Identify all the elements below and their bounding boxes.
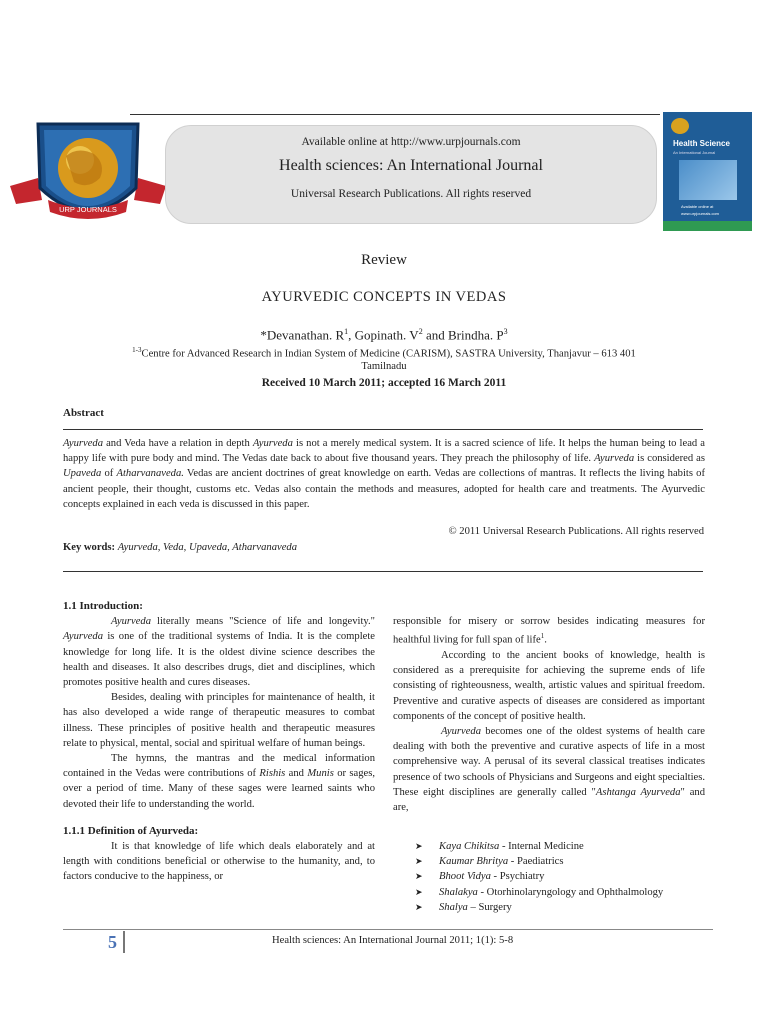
author-line: *Devanathan. $R^1$, Gopinath. $V^2$ and Brindha. $P^3$ [260,327,508,343]
list-item: ➤ Shalakya - Otorhinolaryngology and Ophthalmology [415,885,663,900]
received-date: Received 10 March 2011; accepted 16 March 2011 [261,377,507,389]
abstract-heading: Abstract [63,407,104,419]
article-title: AYURVEDIC CONCEPTS IN VEDAS [261,289,507,305]
arrow-bullet-icon: ➤ [415,841,423,851]
intro-heading: 1.1 Introduction: [63,600,143,612]
cover-subtitle: An International Journal [673,150,716,155]
intro-paragraph-1: Ayurveda literally means "Science of life and longevity." Ayurveda is one of the traditional systems of India. It is the complete knowledge for long life. It is the oldest divine science describes the health and diseases. It also describes drugs, diet and disciplines, which promotes positive health and cures diseases. [63,616,375,689]
cover-badge-icon [671,118,689,134]
journal-cover-thumbnail [663,112,752,231]
abstract-rule-top [63,429,703,430]
right-column [393,614,705,815]
footer-divider [123,931,125,953]
logo-text: URP JOURNALS [59,205,117,214]
author-1: *Devanathan. R [260,327,345,343]
list-item: ➤ Kaumar Bhritya - Paediatrics [415,854,663,869]
publisher-text: Universal Research Publications. All rights reserved [290,188,532,200]
list-item: ➤ Shalya – Surgery [415,900,663,915]
abstract-rule-bottom [63,571,703,572]
cover-image [679,160,737,200]
cover-title: Health Science [673,139,730,148]
abstract-copyright: © 2011 Universal Research Publications. All rights reserved [448,526,704,537]
list-item: ➤ Bhoot Vidya - Psychiatry [415,869,663,884]
urp-journals-logo [8,116,168,234]
right-paragraph-2: According to the ancient books of knowledge, health is considered as a prerequisite for achieving the supreme ends of life consisting of righteousness, wealth, artistic values and spiritual freedom. Preventive and curative aspects of diseases are considered as important components of the concept of positive health. [393,649,705,722]
left-column [63,599,375,885]
author-3: and Brindha. P [422,327,504,343]
author-2: , Gopinath. V [348,327,419,343]
article-type: Review [361,252,407,268]
ashtanga-list [415,839,663,915]
footer-rule [63,929,713,930]
affiliation-line-2: Tamilnadu [361,361,407,372]
arrow-bullet-icon: ➤ [415,901,423,912]
cover-available: Available online at [681,204,714,209]
definition-heading: 1.1.1 Definition of Ayurveda: [63,824,199,837]
keywords: Key words: Ayurveda, Veda, Upaveda, Atharvanaveda [63,542,298,553]
list-item: ➤ Kaya Chikitsa - Internal Medicine [415,839,663,854]
intro-paragraph-2: Besides, dealing with principles for maintenance of health, it has also developed a wide range of therapeutic measures to combat illness. These principles of positive health and therapeutic measures relate to physical, mental, social and spiritual welfare of human beings. [63,692,375,749]
cover-stripe [663,221,752,231]
page-number: 5 [108,932,117,952]
journal-title: Health sciences: An International Journal [279,157,543,174]
abstract-text: Ayurveda and Veda have a relation in depth Ayurveda is not a merely medical system. It is a sacred science of life. It helps the human being to lead a happy life with pure body and mind. The Vedas date back to about five thousand years. They preach the philosophy of life. Ayurveda is considered as Upaveda of Atharvanaveda. Vedas are ancient doctrines of great knowledge on earth. Vedas are collections of mantras. It reflects the living habits of ancient people, their thought, customs etc. Vedas also contain the methods and measures, adopted for health care and treatments. The Ayurvedic concepts explained in each veda is discussed in this paper. [63,438,705,510]
intro-paragraph-3: The hymns, the mantras and the medical information contained in the Vedas were contributions of Rishis and Munis or sages, over a period of time. Many of these sages were learned saints who devoted their life to understanding the world. [63,753,376,810]
arrow-bullet-icon: ➤ [415,871,423,882]
journal-banner [165,125,657,224]
right-paragraph-1: responsible for misery or sorrow besides indicating measures for healthful living for full span of life$^1$. [393,616,705,646]
affiliation: $^{1-3}$Centre for Advanced Research in Indian System of Medicine (CARISM), SASTRA University, Thanjavur – 613 401 [132,346,636,360]
arrow-bullet-icon: ➤ [415,856,423,867]
available-online-text: Available online at http://www.urpjournals.com [301,136,521,148]
arrow-bullet-icon: ➤ [415,886,423,897]
footer-citation: Health sciences: An International Journal 2011; 1(1): 5-8 [272,935,514,946]
right-paragraph-3: Ayurveda becomes one of the oldest systems of health care dealing with both the preventive and curative aspects of life in a most comprehensive way. A perusal of its several classical treatises indicates presence of two schools of Physicians and Surgeons and eight specialties. These eight disciplines are generally called "Ashtanga Ayurveda" and are, [393,725,705,813]
definition-paragraph: It is that knowledge of life which deals elaborately and at length with conditions beneficial or otherwise to the humanity, and, to factors conducive to the happiness, or [63,841,375,883]
header-rule-top [130,114,660,115]
cover-url: www.urpjournals.com [681,211,720,216]
